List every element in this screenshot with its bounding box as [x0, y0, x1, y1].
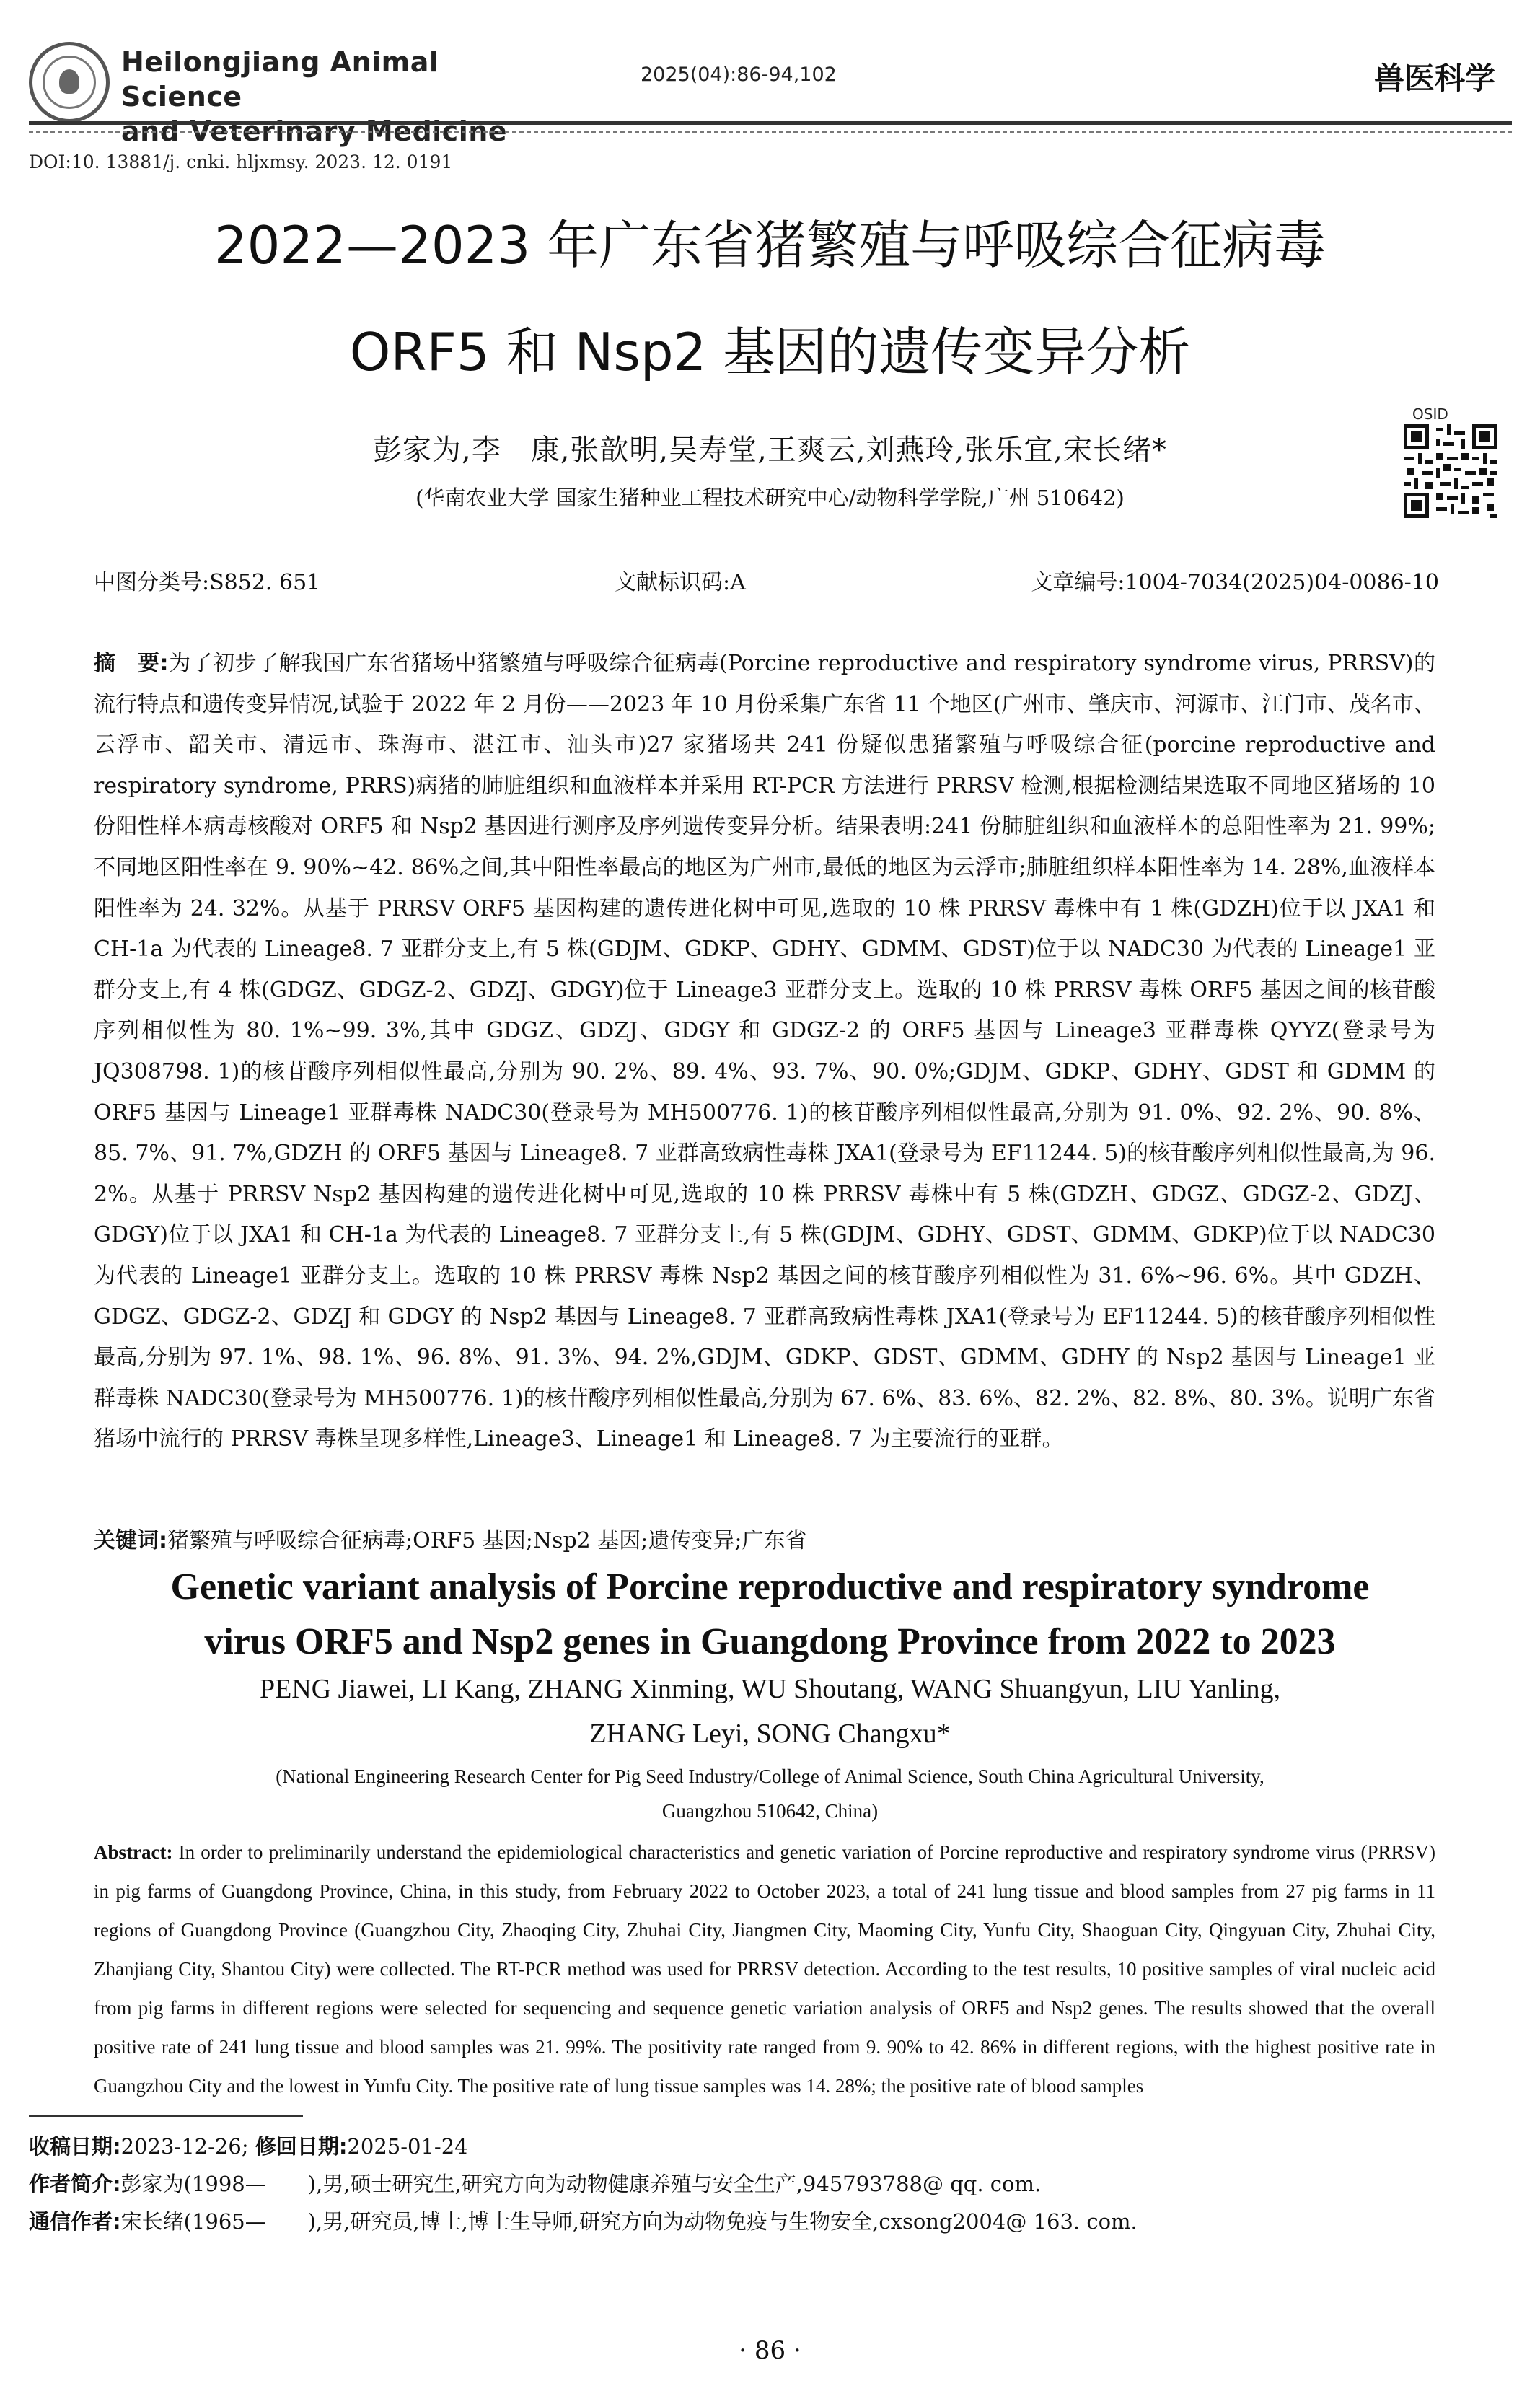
author-intro-text: 彭家为(1998— ),男,硕士研究生,研究方向为动物健康养殖与安全生产,945793788@ qq. com. — [120, 2172, 1042, 2196]
received-date: 2023-12-26; — [120, 2134, 255, 2159]
authors-en-line2: ZHANG Leyi, SONG Changxu* — [589, 1719, 951, 1749]
title-en — [0, 1560, 1540, 1670]
affiliation-cn: (华南农业大学 国家生猪种业工程技术研究中心/动物科学学院,广州 510642) — [415, 486, 1125, 510]
header-rule — [29, 121, 1512, 125]
received-label: 收稿日期: — [29, 2134, 121, 2159]
document-code: 文献标识码:A — [615, 570, 746, 595]
corresponding-text: 宋长绪(1965— ),男,研究员,博士,博士生导师,研究方向为动物免疫与生物安全,cxsong2004@ 163. com. — [120, 2209, 1138, 2234]
keywords-cn-text: 猪繁殖与呼吸综合征病毒;ORF5 基因;Nsp2 基因;遗传变异;广东省 — [167, 1528, 807, 1553]
footnote-corresponding — [29, 2203, 1471, 2239]
authors-en — [0, 1667, 1540, 1756]
affiliation-en-line1: (National Engineering Research Center for Pig Seed Industry/College of Animal Science, South China Agricultural University, — [276, 1765, 1264, 1787]
author-intro-label: 作者简介: — [29, 2172, 121, 2196]
revised-label: 修回日期: — [255, 2134, 348, 2159]
abstract-en — [94, 1833, 1435, 2105]
footnote-author — [29, 2166, 1471, 2202]
clc-number: 中图分类号:S852. 651 — [94, 570, 321, 595]
qr-code-icon[interactable] — [1404, 424, 1497, 518]
osid-label: OSID — [1412, 405, 1448, 423]
page-number: · 86 · — [739, 2336, 801, 2365]
journal-logo — [29, 42, 110, 123]
section-name: 兽医科学 — [1373, 61, 1495, 96]
abstract-en-label: Abstract: — [94, 1841, 173, 1863]
keywords-cn — [94, 1524, 1435, 1558]
header-dashed-rule — [29, 131, 1512, 133]
abstract-cn-label: 摘 要: — [94, 651, 169, 676]
logo-emblem-icon — [43, 56, 96, 109]
authors-cn: 彭家为,李 康,张歆明,吴寿堂,王爽云,刘燕玲,张乐宜,宋长绪* — [372, 434, 1167, 467]
abstract-cn-text: 为了初步了解我国广东省猪场中猪繁殖与呼吸综合征病毒(Porcine reproductive and respiratory syndrome virus, PRRSV)的流行特点和遗传变异情况,试验于 2022 年 2 月份——2023 年 10 月份采集广东省 11 个地区(广州市、肇庆市、河源市、江门市、茂名市、云浮市、韶关市、清远市、珠海市、湛江市、汕头市)27 家猪场共 241 份疑似患猪繁殖与呼吸综合征(porcine reproductive and respiratory syndrome, PRRS)病猪的肺脏组织和血液样本并采用 RT-PCR 方法进行 PRRSV 检测,根据检测结果选取不同地区猪场的 10 份阳性样本病毒核酸对 ORF5 和 Nsp2 基因进行测序及序列遗传变异分析。结果表明:241 份肺脏组织和血液样本的总阳性率为 21. 99%;不同地区阳性率在 9. 90%~42. 86%之间,其中阳性率最高的地区为广州市,最低的地区为云浮市;肺脏组织样本阳性率为 14. 28%,血液样本阳性率为 24. 32%。从基于 PRRSV ORF5 基因构建的遗传进化树中可见,选取的 10 株 PRRSV 毒株中有 1 株(GDZH)位于以 JXA1 和 CH-1a 为代表的 Lineage8. 7 亚群分支上,有 5 株(GDJM、GDKP、GDHY、GDMM、GDST)位于以 NADC30 为代表的 Lineage1 亚群分支上,有 4 株(GDGZ、GDGZ-2、GDZJ、GDGY)位于 Lineage3 亚群分支上。选取的 10 株 PRRSV 毒株 ORF5 基因之间的核苷酸序列相似性为 80. 1%~99. 3%,其中 GDGZ、GDZJ、GDGY 和 GDGZ-2 的 ORF5 基因与 Lineage3 亚群毒株 QYYZ(登录号为 JQ308798. 1)的核苷酸序列相似性最高,分别为 90. 2%、89. 4%、93. 7%、90. 0%;GDJM、GDKP、GDHY、GDST 和 GDMM 的 ORF5 基因与 Lineage1 亚群毒株 NADC30(登录号为 MH500776. 1)的核苷酸序列相似性最高,分别为 91. 0%、92. 2%、90. 8%、85. 7%、91. 7%,GDZH 的 ORF5 基因与 Lineage8. 7 亚群高致病性毒株 JXA1(登录号为 EF11244. 5)的核苷酸序列相似性最高,为 96. 2%。从基于 PRRSV Nsp2 基因构建的遗传进化树中可见,选取的 10 株 PRRSV 毒株中有 5 株(GDZH、GDGZ、GDGZ-2、GDZJ、GDGY)位于以 JXA1 和 CH-1a 为代表的 Lineage8. 7 亚群分支上,有 5 株(GDJM、GDHY、GDST、GDMM、GDKP)位于以 NADC30 为代表的 Lineage1 亚群分支上。选取的 10 株 PRRSV 毒株 Nsp2 基因之间的核苷酸序列相似性为 31. 6%~96. 6%。其中 GDZH、GDGZ、GDGZ-2、GDZJ 和 GDGY 的 Nsp2 基因与 Lineage8. 7 亚群高致病性毒株 JXA1(登录号为 EF11244. 5)的核苷酸序列相似性最高,分别为 97. 1%、98. 1%、96. 8%、91. 3%、94. 2%,GDJM、GDKP、GDST、GDMM、GDHY 的 Nsp2 基因与 Lineage1 亚群毒株 NADC30(登录号为 MH500776. 1)的核苷酸序列相似性最高,分别为 67. 6%、83. 6%、82. 2%、82. 8%、80. 3%。说明广东省猪场中流行的 PRRSV 毒株呈现多样性,Lineage3、Lineage1 和 Lineage8. 7 为主要流行的亚群。 — [94, 651, 1436, 1452]
affiliation-en — [0, 1759, 1540, 1828]
title-cn-line2: ORF5 和 Nsp2 基因的遗传变异分析 — [349, 322, 1191, 382]
corresponding-label: 通信作者: — [29, 2209, 121, 2234]
revised-date: 2025-01-24 — [347, 2134, 468, 2159]
affiliation-en-line2: Guangzhou 510642, China) — [661, 1800, 879, 1822]
abstract-cn — [94, 644, 1435, 1460]
keywords-cn-label: 关键词: — [94, 1528, 167, 1553]
footnote-dates — [29, 2128, 1471, 2164]
footnote-rule — [29, 2115, 303, 2117]
journal-name-line1: Heilongjiang Animal Science — [121, 46, 439, 113]
article-number: 文章编号:1004-7034(2025)04-0086-10 — [1031, 570, 1439, 595]
abstract-en-text: In order to preliminarily understand the epidemiological characteristics and genetic variation of Porcine reproductive and respiratory syndrome virus (PRRSV) in pig farms of Guangdong Province, China, in this study, from February 2022 to October 2023, a total of 241 lung tissue and blood samples from 27 pig farms in 11 regions of Guangdong Province (Guangzhou City, Zhaoqing City, Zhuhai City, Jiangmen City, Maoming City, Yunfu City, Shaoguan City, Qingyuan City, Zhuhai City, Zhanjiang City, Shantou City) were collected. The RT-PCR method was used for PRRSV detection. According to the test results, 10 positive samples of viral nucleic acid from pig farms in different regions were selected for sequencing and sequence genetic variation analysis of ORF5 and Nsp2 genes. The results showed that the overall positive rate of 241 lung tissue and blood samples was 21. 99%. The positivity rate ranged from 9. 90% to 42. 86% in different regions, with the highest positive rate in Guangzhou City and the lowest in Yunfu City. The positive rate of lung tissue samples was 14. 28%; the positive rate of blood samples — [94, 1841, 1436, 2097]
title-cn-line1: 2022—2023 年广东省猪繁殖与呼吸综合征病毒 — [214, 215, 1326, 276]
title-en-line1: Genetic variant analysis of Porcine reproductive and respiratory syndrome — [170, 1566, 1370, 1607]
issue-info: 2025(04):86-94,102 — [641, 63, 837, 86]
title-en-line2: virus ORF5 and Nsp2 genes in Guangdong Province from 2022 to 2023 — [204, 1621, 1336, 1662]
doi: DOI:10. 13881/j. cnki. hljxmsy. 2023. 12. 0191 — [29, 152, 453, 172]
journal-name-en — [121, 45, 568, 149]
journal-name-line2: and Veterinary Medicine — [121, 115, 508, 147]
authors-en-line1: PENG Jiawei, LI Kang, ZHANG Xinming, WU Shoutang, WANG Shuangyun, LIU Yanling, — [259, 1674, 1281, 1704]
